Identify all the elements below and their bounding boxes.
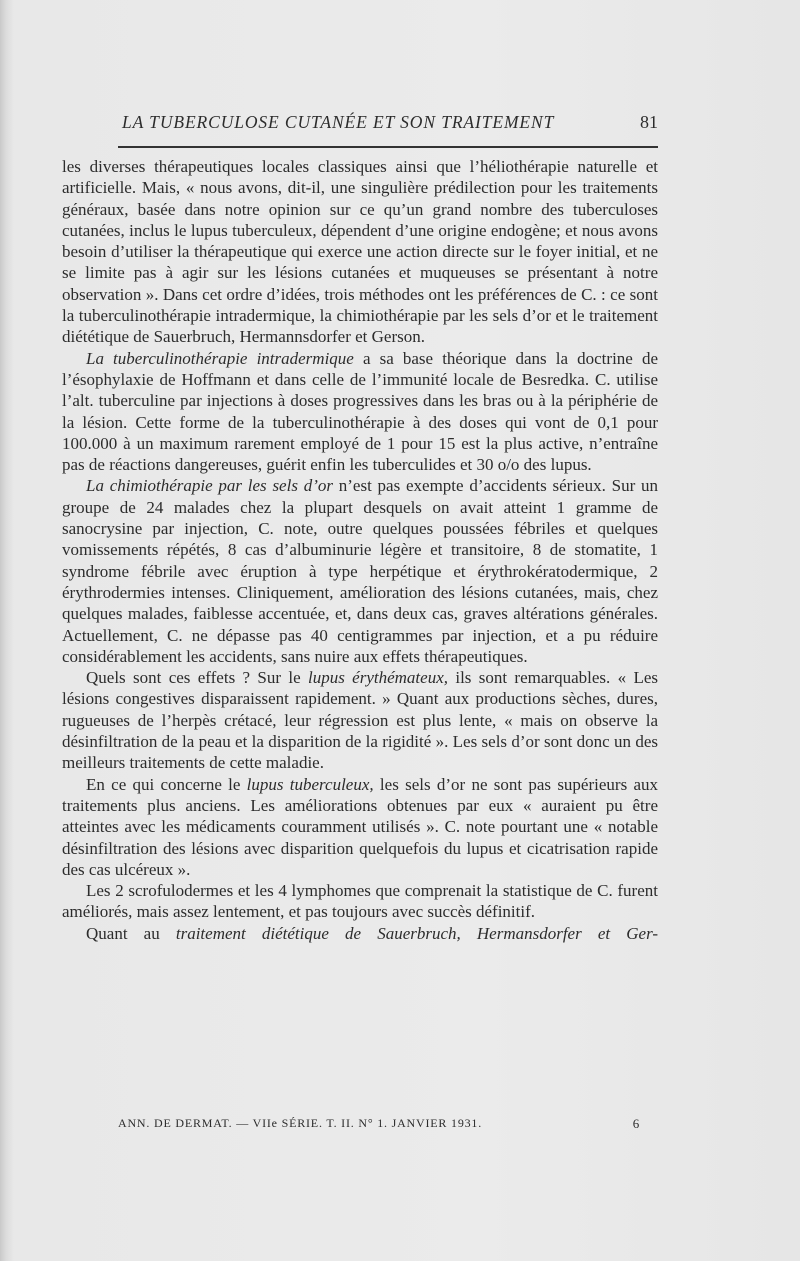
page-number: 81 (640, 112, 658, 132)
paragraph-text: les diverses thérapeutiques locales classiques ainsi que l’héliothérapie naturelle et artificielle. Mais, « nous avons, dit-il, une singulière prédilection pour les traitements généraux, basée dans notre opinion sur ce qu’un grand nombre des tuberculoses cutanées, inclus le lupus tuberculeux, dépendent d’une origine endogène; et nous avons besoin d’utiliser la thérapeutique qui exerce une action directe sur le foyer initial, et ne se limite pas à agir sur les lésions cutanées et muqueuses se présentant à notre observation ». Dans cet ordre d’idées, trois méthodes ont les préférences de C. : ce sont la tuberculinothérapie intradermique, la chimiothérapie par les sels d’or et le traitement diététique de Sauerbruch, Hermannsdorfer et Gerson. (62, 157, 658, 347)
page-footer (118, 1116, 658, 1136)
section-term: La chimiothérapie par les sels d’or (86, 476, 333, 496)
paragraph-chimiotherapie (62, 475, 658, 667)
body-text (62, 156, 658, 944)
paragraph-traitement-dietetique (62, 923, 658, 944)
paragraph-text: Quels sont ces effets ? Sur le (86, 668, 308, 688)
paragraph-text: a sa base théorique dans la doctrine de l’ésophylaxie de Hoffmann et dans celle de l’immunité locale de Besredka. C. utilise l’alt. tuberculine par injections à doses progressives dans les bras ou à la périphérie de la lésion. Cette forme de la tuberculinothérapie à des doses qui vont de 0,1 pour 100.000 à un maximum rarement employé de 1 pour 15 est la plus active, n’entraîne pas de réactions dangereuses, guérit enfin les tuberculides et 30 o/o des lupus. (62, 348, 658, 475)
sheet-number: 6 (632, 1116, 640, 1131)
running-title: LA TUBERCULOSE CUTANÉE ET SON TRAITEMENT (122, 112, 555, 132)
paragraph-text: les sels d’or ne sont pas supérieurs aux traitements plus anciens. Les améliorations obtenues par eux « auraient pu être atteintes avec les médicaments couramment utilisés ». C. note pourtant une « notable désinfiltration des lésions avec disparition quelquefois du lupus et cicatrisation rapide des cas ulcéreux ». (62, 774, 658, 879)
paragraph-lupus-erythemateux (62, 667, 658, 773)
header-rule (118, 146, 658, 148)
section-term: traitement diététique de Sauerbruch, Hermansdorfer et Ger- (175, 923, 659, 943)
paragraph-text: ils sont remarquables. « Les lésions congestives disparaissent rapidement. » Quant aux productions sèches, dures, rugueuses de l’herpès crétacé, leur régression est plus lente, « mais on observe la désinfiltration de la peau et la disparition de la rigidité ». Les sels d’or sont donc un des meilleurs traitements de cette maladie. (62, 668, 658, 773)
paragraph-tuberculinotherapie (62, 348, 658, 476)
section-term: lupus érythémateux, (308, 668, 448, 688)
paragraph-lupus-tuberculeux (62, 774, 658, 880)
paragraph-text: Les 2 scrofulodermes et les 4 lymphomes que comprenait la statistique de C. furent améliorés, mais assez lentement, et pas toujours avec succès définitif. (62, 881, 658, 922)
paragraph-text: n’est pas exempte d’accidents sérieux. Sur un groupe de 24 malades chez la plupart desquels on avait atteint 1 gramme de sanocrysine par injection, C. note, outre quelques poussées fébriles et quelques vomissements répétés, 8 cas d’albuminurie légère et transitoire, 8 de stomatite, 1 syndrome fébrile avec éruption à type herpétique et érythrokératodermique, 2 érythrodermies intenses. Cliniquement, amélioration des lésions cutanées, mais, chez quelques malades, faiblesse accentuée, et, dans deux cas, graves altérations générales. Actuellement, C. ne dépasse pas 40 centigrammes par injection, et a pu réduire considérablement les accidents, sans nuire aux effets thérapeutiques. (62, 476, 658, 666)
section-term: lupus tuberculeux, (246, 774, 374, 794)
paragraph-scrofulodermes (62, 880, 658, 923)
paragraph-text: Quant au (86, 923, 176, 943)
page-header (118, 112, 658, 136)
journal-reference: ANN. DE DERMAT. — VIIe SÉRIE. T. II. N° 1. JANVIER 1931. (118, 1116, 483, 1130)
paragraph-1 (62, 156, 658, 348)
section-term: La tuberculinothérapie intradermique (86, 348, 354, 368)
paragraph-text: En ce qui concerne le (86, 774, 247, 794)
